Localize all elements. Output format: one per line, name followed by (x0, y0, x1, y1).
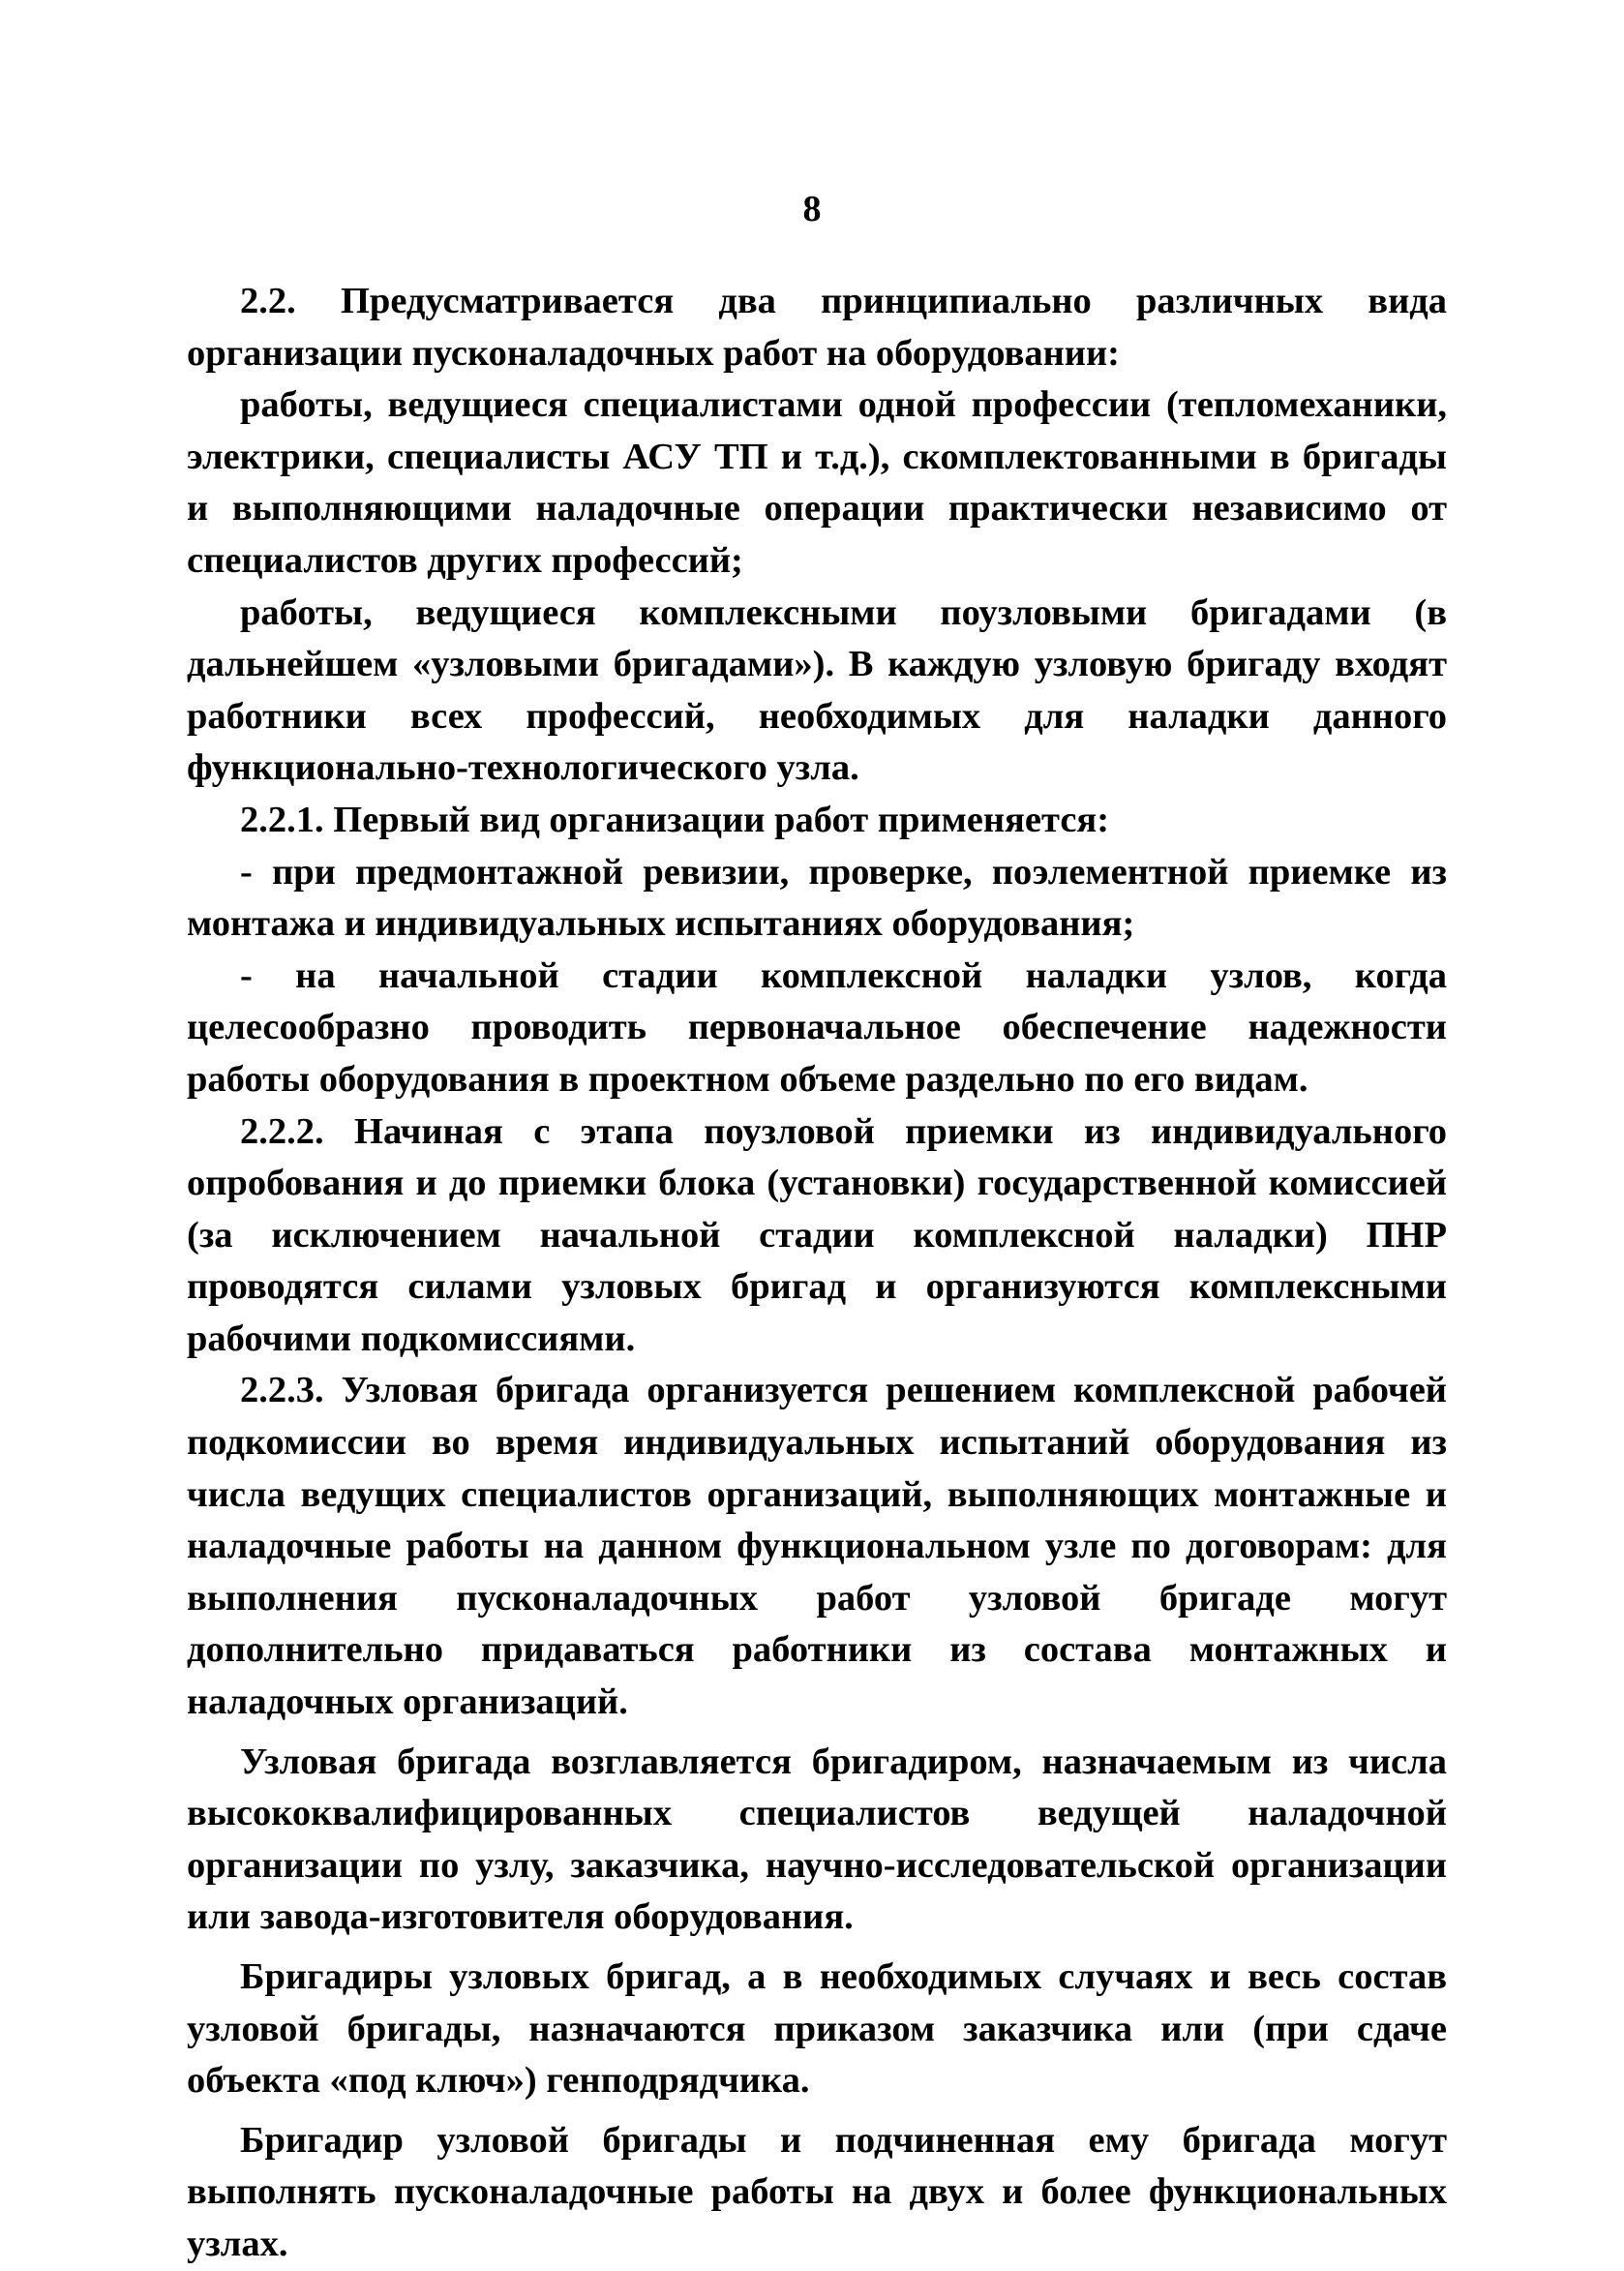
paragraph-brigade-appointment: Бригадиры узловых бригад, а в необходимых случаях и весь состав узловой бригады, назначаются приказом заказчика или (при сдаче объекта «под ключ») генподрядчика. (187, 1956, 1447, 2102)
paragraph-2-2-3: 2.2.3. Узловая бригада организуется решением комплексной рабочей подкомиссии во время индивидуальных испытаний оборудования из числа ведущих специалистов организаций, выполняющих монтажные и наладочные работы на данном функциональном узле по договорам: для выполнения пусконаладочных работ узловой бригаде могут дополнительно придаваться работники из состава монтажных и наладочных организаций. (187, 1370, 1447, 1723)
paragraph-2-2-1: 2.2.1. Первый вид организации работ применяется: (240, 799, 1110, 840)
list-item-premontage: - при предмонтажной ревизии, проверке, поэлементной приемке из монтажа и индивидуальных испытаниях оборудования; (187, 851, 1447, 945)
paragraph-multiple-units: Бригадир узловой бригады и подчиненная ему бригада могут выполнять пусконаладочные работы на двух и более функциональных узлах. (187, 2119, 1447, 2264)
paragraph-2-2-2: 2.2.2. Начиная с этапа поузловой приемки из индивидуального опробования и до приемки блока (установки) государственной комиссией (за исключением начальной стадии комплексной наладки) ПНР проводятся силами узловых бригад и организуются комплексными рабочими подкомиссиями. (187, 1110, 1447, 1359)
paragraph-brigade-leader: Узловая бригада возглавляется бригадиром, назначаемым из числа высококвалифицированных специалистов ведущей наладочной организации по узлу, заказчика, научно-исследовательской организации или завода-изготовителя оборудования. (187, 1741, 1447, 1938)
page-number: 8 (802, 189, 822, 229)
paragraph-complex-brigades: работы, ведущиеся комплексными поузловыми бригадами (в дальнейшем «узловыми бригадами»). В каждую узловую бригаду входят работники всех профессий, необходимых для наладки данного функционально-технологического узла. (187, 591, 1447, 789)
paragraph-2-2: 2.2. Предусматривается два принципиально различных вида организации пусконаладочных работ на оборудовании: (187, 281, 1447, 374)
list-item-initial-stage: - на начальной стадии комплексной наладки узлов, когда целесообразно проводить первоначальное обеспечение надежности работы оборудования в проектном объеме раздельно по его видам. (187, 954, 1447, 1100)
paragraph-specialist-work: работы, ведущиеся специалистами одной профессии (тепломеханики, электрики, специалисты АСУ ТП и т.д.), скомплектованными в бригады и выполняющими наладочные операции практически независимо от специалистов других профессий; (187, 384, 1447, 581)
body-text (187, 276, 1447, 2271)
